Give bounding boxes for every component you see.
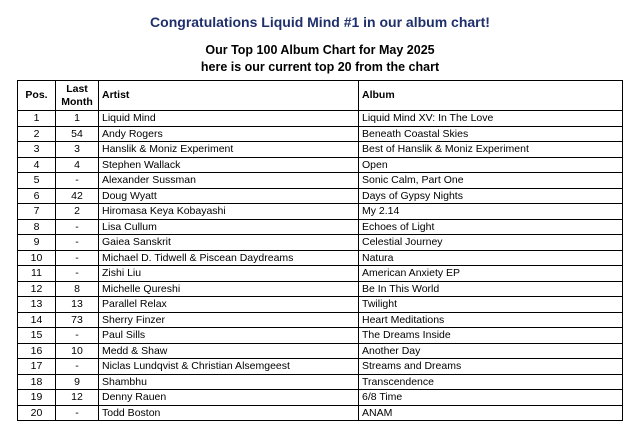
cell-last-month: 8: [56, 281, 99, 297]
cell-artist: Medd & Shaw: [99, 343, 359, 359]
cell-artist: Paul Sills: [99, 328, 359, 344]
table-row: [18, 405, 623, 421]
table-row: [18, 204, 623, 220]
cell-album: American Anxiety EP: [359, 266, 623, 282]
col-header-last-line1: Last: [66, 82, 88, 95]
cell-last-month: -: [56, 250, 99, 266]
table-row: [18, 126, 623, 142]
cell-pos: 13: [18, 297, 56, 313]
col-header-artist: Artist: [99, 81, 359, 111]
cell-artist: Hiromasa Keya Kobayashi: [99, 204, 359, 220]
cell-album: Be In This World: [359, 281, 623, 297]
cell-album: Twilight: [359, 297, 623, 313]
cell-album: ANAM: [359, 405, 623, 421]
cell-album: Beneath Coastal Skies: [359, 126, 623, 142]
cell-pos: 10: [18, 250, 56, 266]
cell-album: Best of Hanslik & Moniz Experiment: [359, 142, 623, 158]
cell-pos: 17: [18, 359, 56, 375]
table-row: [18, 219, 623, 235]
col-header-pos: Pos.: [18, 81, 56, 111]
cell-last-month: -: [56, 173, 99, 189]
cell-pos: 3: [18, 142, 56, 158]
col-header-last-line2: Month: [61, 95, 93, 108]
cell-artist: Niclas Lundqvist & Christian Alsemgeest: [99, 359, 359, 375]
cell-last-month: 54: [56, 126, 99, 142]
table-row: [18, 359, 623, 375]
table-row: [18, 111, 623, 127]
table-row: [18, 390, 623, 406]
cell-pos: 4: [18, 157, 56, 173]
cell-pos: 15: [18, 328, 56, 344]
cell-artist: Hanslik & Moniz Experiment: [99, 142, 359, 158]
table-row: [18, 157, 623, 173]
table-header-row: [18, 81, 623, 111]
chart-title: Our Top 100 Album Chart for May 2025: [205, 43, 435, 57]
cell-album: Transcendence: [359, 374, 623, 390]
cell-last-month: 3: [56, 142, 99, 158]
table-row: [18, 142, 623, 158]
cell-album: Another Day: [359, 343, 623, 359]
cell-last-month: 2: [56, 204, 99, 220]
cell-last-month: 4: [56, 157, 99, 173]
cell-album: Sonic Calm, Part One: [359, 173, 623, 189]
cell-pos: 20: [18, 405, 56, 421]
cell-album: Echoes of Light: [359, 219, 623, 235]
cell-pos: 18: [18, 374, 56, 390]
cell-artist: Michael D. Tidwell & Piscean Daydreams: [99, 250, 359, 266]
cell-artist: Zishi Liu: [99, 266, 359, 282]
cell-album: Days of Gypsy Nights: [359, 188, 623, 204]
cell-last-month: 10: [56, 343, 99, 359]
cell-album: My 2.14: [359, 204, 623, 220]
cell-album: Liquid Mind XV: In The Love: [359, 111, 623, 127]
cell-artist: Parallel Relax: [99, 297, 359, 313]
cell-last-month: 9: [56, 374, 99, 390]
cell-last-month: 42: [56, 188, 99, 204]
cell-pos: 5: [18, 173, 56, 189]
cell-last-month: -: [56, 405, 99, 421]
table-row: [18, 328, 623, 344]
cell-last-month: -: [56, 219, 99, 235]
cell-pos: 19: [18, 390, 56, 406]
chart-subtitle: here is our current top 20 from the chart: [200, 60, 440, 74]
table-row: [18, 374, 623, 390]
cell-last-month: 12: [56, 390, 99, 406]
cell-pos: 11: [18, 266, 56, 282]
cell-artist: Liquid Mind: [99, 111, 359, 127]
cell-pos: 7: [18, 204, 56, 220]
cell-pos: 8: [18, 219, 56, 235]
cell-pos: 1: [18, 111, 56, 127]
cell-album: Natura: [359, 250, 623, 266]
table-row: [18, 266, 623, 282]
table-row: [18, 312, 623, 328]
cell-pos: 9: [18, 235, 56, 251]
cell-pos: 12: [18, 281, 56, 297]
cell-artist: Stephen Wallack: [99, 157, 359, 173]
table-row: [18, 173, 623, 189]
cell-album: Streams and Dreams: [359, 359, 623, 375]
cell-album: Open: [359, 157, 623, 173]
table-body: [18, 111, 623, 421]
cell-artist: Todd Boston: [99, 405, 359, 421]
cell-artist: Alexander Sussman: [99, 173, 359, 189]
cell-pos: 2: [18, 126, 56, 142]
cell-artist: Michelle Qureshi: [99, 281, 359, 297]
cell-last-month: 73: [56, 312, 99, 328]
cell-pos: 16: [18, 343, 56, 359]
cell-artist: Denny Rauen: [99, 390, 359, 406]
col-header-last-month: [56, 81, 99, 111]
cell-last-month: -: [56, 235, 99, 251]
table-row: [18, 235, 623, 251]
cell-album: 6/8 Time: [359, 390, 623, 406]
cell-last-month: 13: [56, 297, 99, 313]
table-row: [18, 188, 623, 204]
table-row: [18, 250, 623, 266]
cell-album: Celestial Journey: [359, 235, 623, 251]
cell-pos: 14: [18, 312, 56, 328]
cell-last-month: -: [56, 359, 99, 375]
cell-artist: Lisa Cullum: [99, 219, 359, 235]
congrats-heading: Congratulations Liquid Mind #1 in our album chart!: [150, 14, 490, 30]
cell-artist: Gaiea Sanskrit: [99, 235, 359, 251]
table-row: [18, 281, 623, 297]
cell-artist: Sherry Finzer: [99, 312, 359, 328]
cell-artist: Doug Wyatt: [99, 188, 359, 204]
col-header-album: Album: [359, 81, 623, 111]
table-row: [18, 343, 623, 359]
cell-artist: Shambhu: [99, 374, 359, 390]
cell-last-month: 1: [56, 111, 99, 127]
cell-album: The Dreams Inside: [359, 328, 623, 344]
table-row: [18, 297, 623, 313]
cell-last-month: -: [56, 328, 99, 344]
cell-pos: 6: [18, 188, 56, 204]
cell-last-month: -: [56, 266, 99, 282]
album-chart-table: [17, 80, 623, 421]
cell-artist: Andy Rogers: [99, 126, 359, 142]
cell-album: Heart Meditations: [359, 312, 623, 328]
